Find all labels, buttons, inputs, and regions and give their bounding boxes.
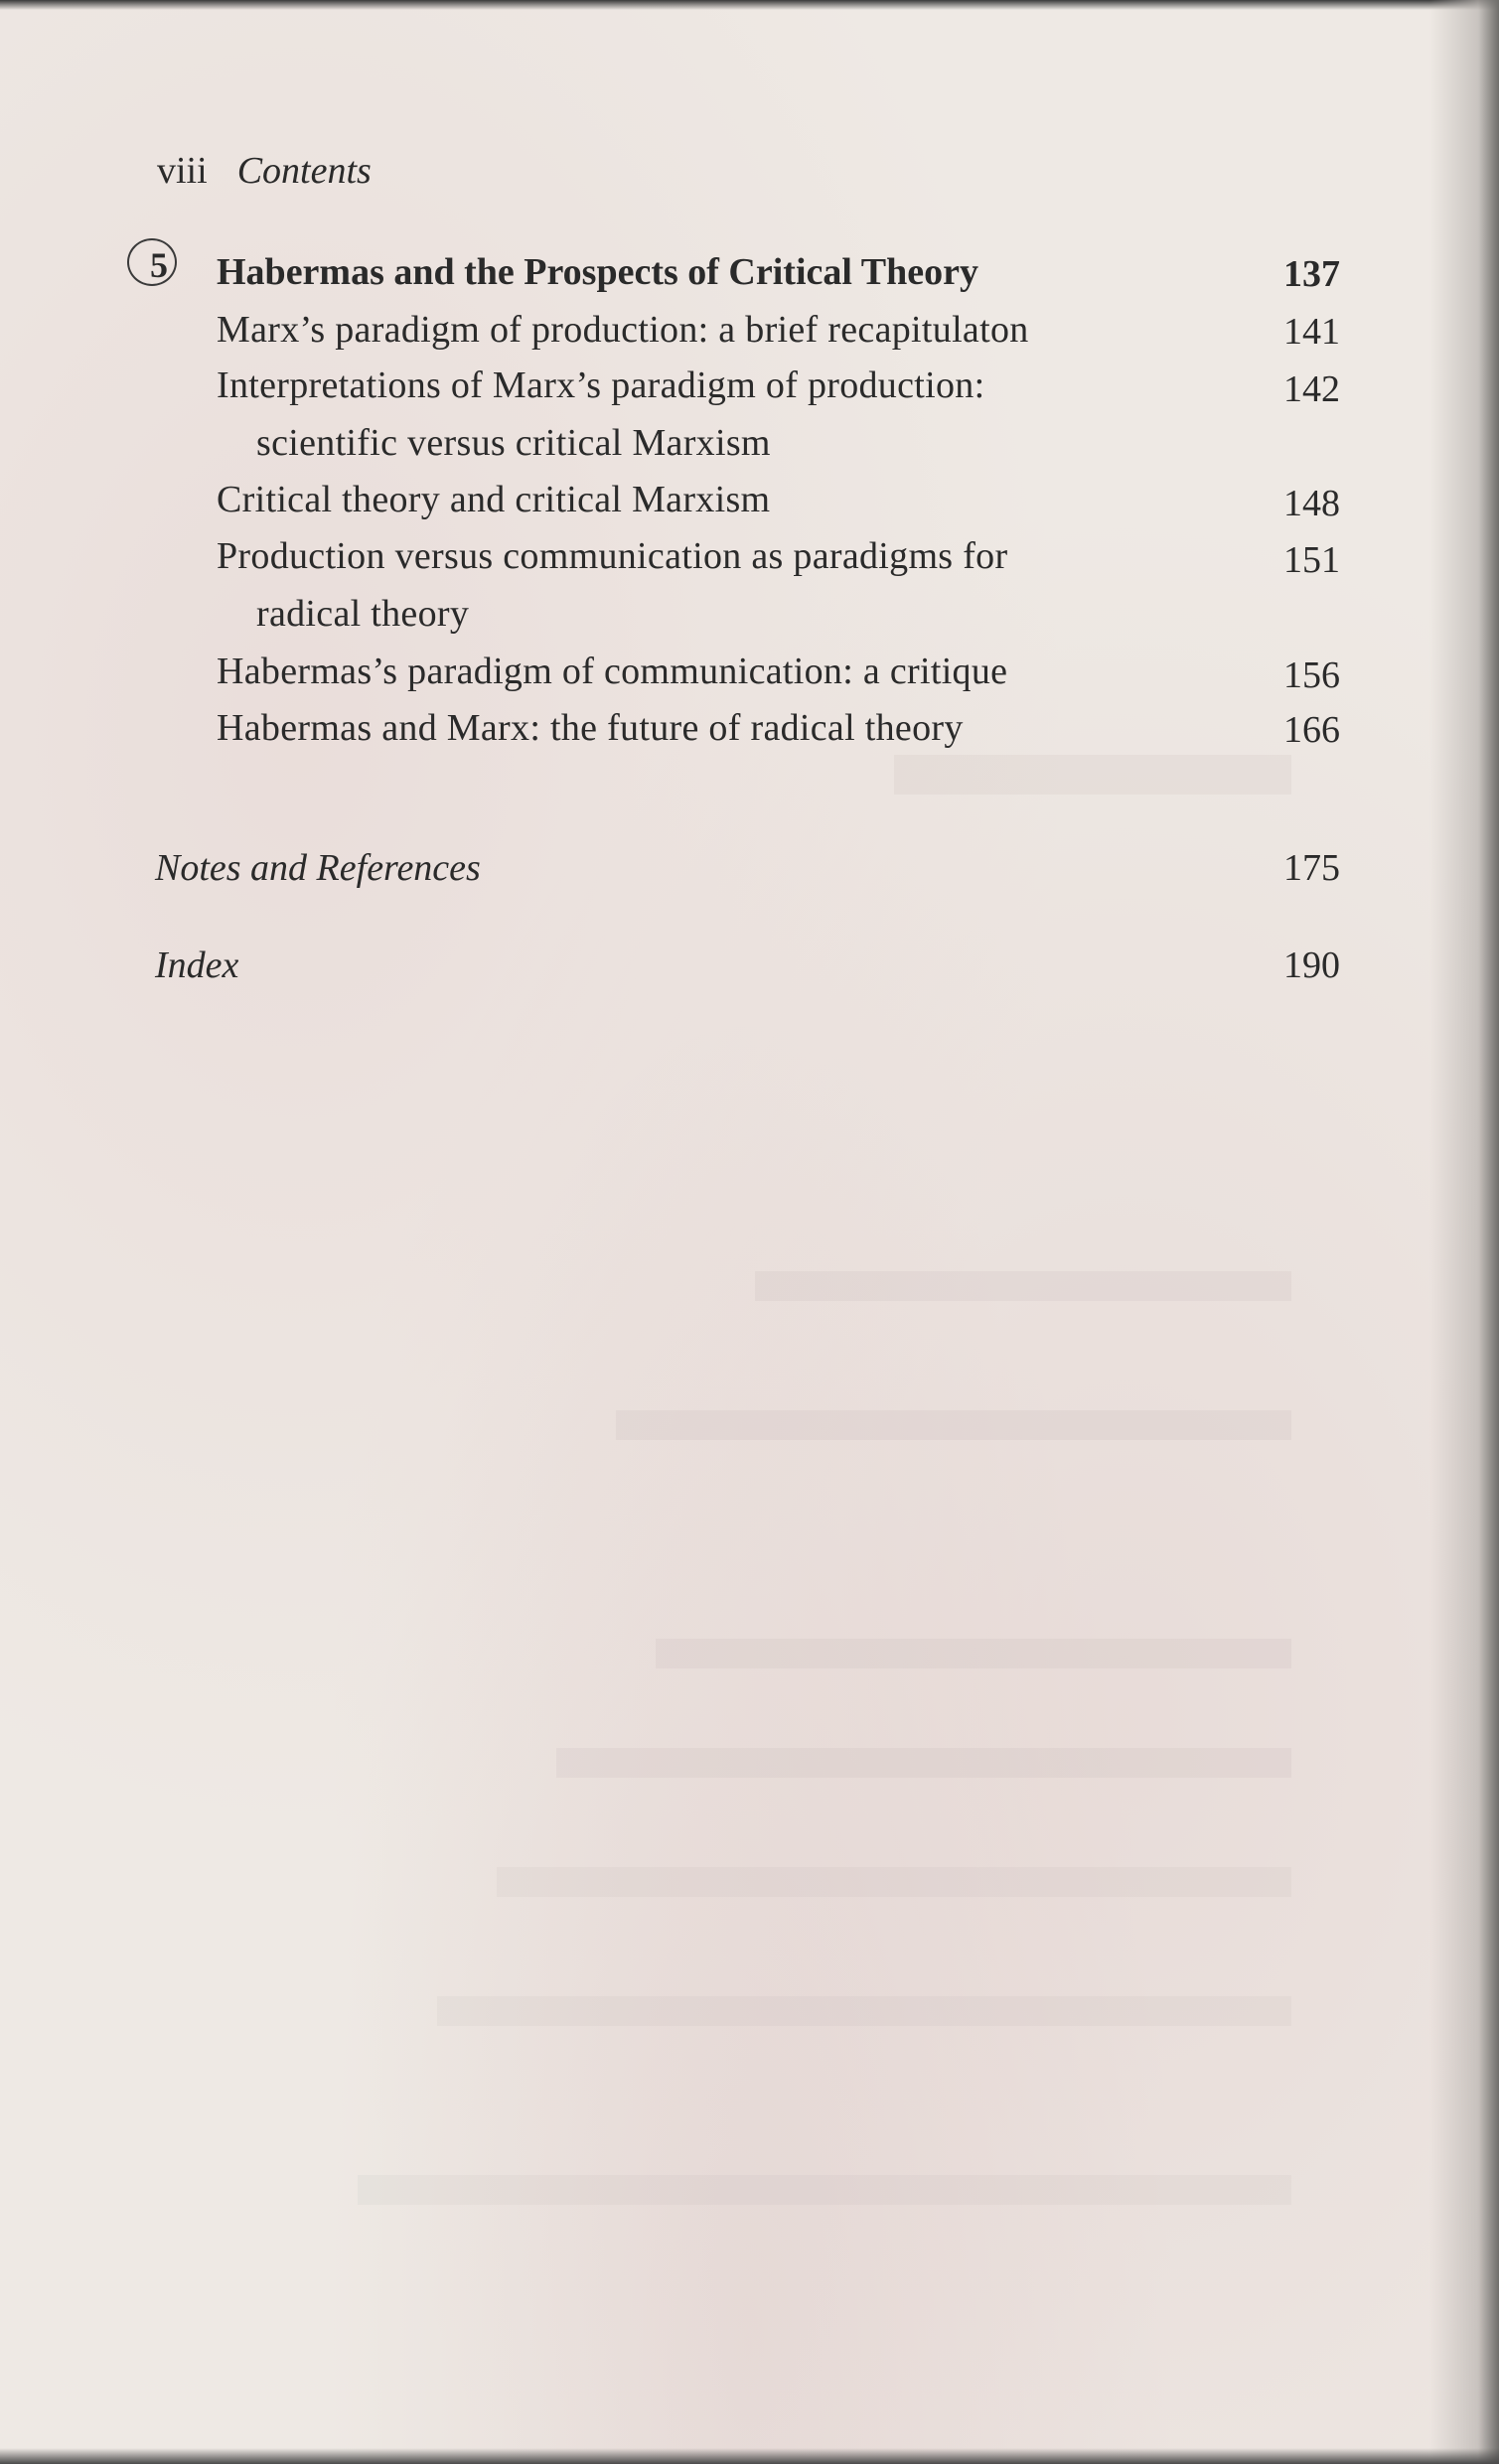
section-page-number: 151 bbox=[1283, 539, 1340, 581]
chapter-title: Habermas and the Prospects of Critical Theory bbox=[217, 251, 978, 293]
backmatter-title: Index bbox=[155, 944, 239, 986]
toc-chapter-row bbox=[0, 250, 1499, 294]
toc-backmatter-row bbox=[0, 943, 1499, 987]
toc-section-row bbox=[0, 706, 1499, 750]
toc-section-row bbox=[0, 534, 1499, 634]
section-title: Habermas’s paradigm of communication: a critique bbox=[217, 651, 1008, 692]
section-title-continued: scientific versus critical Marxism bbox=[256, 422, 771, 464]
section-title: Interpretations of Marx’s paradigm of production: bbox=[217, 364, 985, 406]
section-page-number: 141 bbox=[1283, 311, 1340, 353]
section-page-number: 148 bbox=[1283, 483, 1340, 524]
backmatter-page-number: 175 bbox=[1283, 847, 1340, 889]
backmatter-page-number: 190 bbox=[1283, 944, 1340, 986]
toc-section-row bbox=[0, 650, 1499, 696]
toc-section-row bbox=[0, 478, 1499, 524]
page-bottom-edge bbox=[0, 2448, 1499, 2464]
section-page-number: 142 bbox=[1283, 368, 1340, 410]
toc-section-row bbox=[0, 363, 1499, 463]
section-title: Habermas and Marx: the future of radical theory bbox=[217, 707, 964, 749]
chapter-page-number: 137 bbox=[1283, 253, 1340, 295]
section-page-number: 166 bbox=[1283, 709, 1340, 751]
section-title-continued: radical theory bbox=[256, 593, 470, 635]
running-head bbox=[157, 149, 372, 193]
section-title: Marx’s paradigm of production: a brief recapitulaton bbox=[217, 309, 1029, 351]
section-title: Critical theory and critical Marxism bbox=[217, 479, 771, 520]
running-head-title: Contents bbox=[236, 150, 372, 192]
toc-section-row bbox=[0, 308, 1499, 352]
section-page-number: 156 bbox=[1283, 654, 1340, 696]
section-title: Production versus communication as paradigms for bbox=[217, 535, 1008, 577]
page-folio: viii bbox=[157, 150, 208, 192]
backmatter-title: Notes and References bbox=[155, 847, 481, 889]
toc-backmatter-row bbox=[0, 846, 1499, 890]
page-top-edge bbox=[0, 0, 1499, 10]
chapter-number: 5 bbox=[150, 245, 168, 285]
